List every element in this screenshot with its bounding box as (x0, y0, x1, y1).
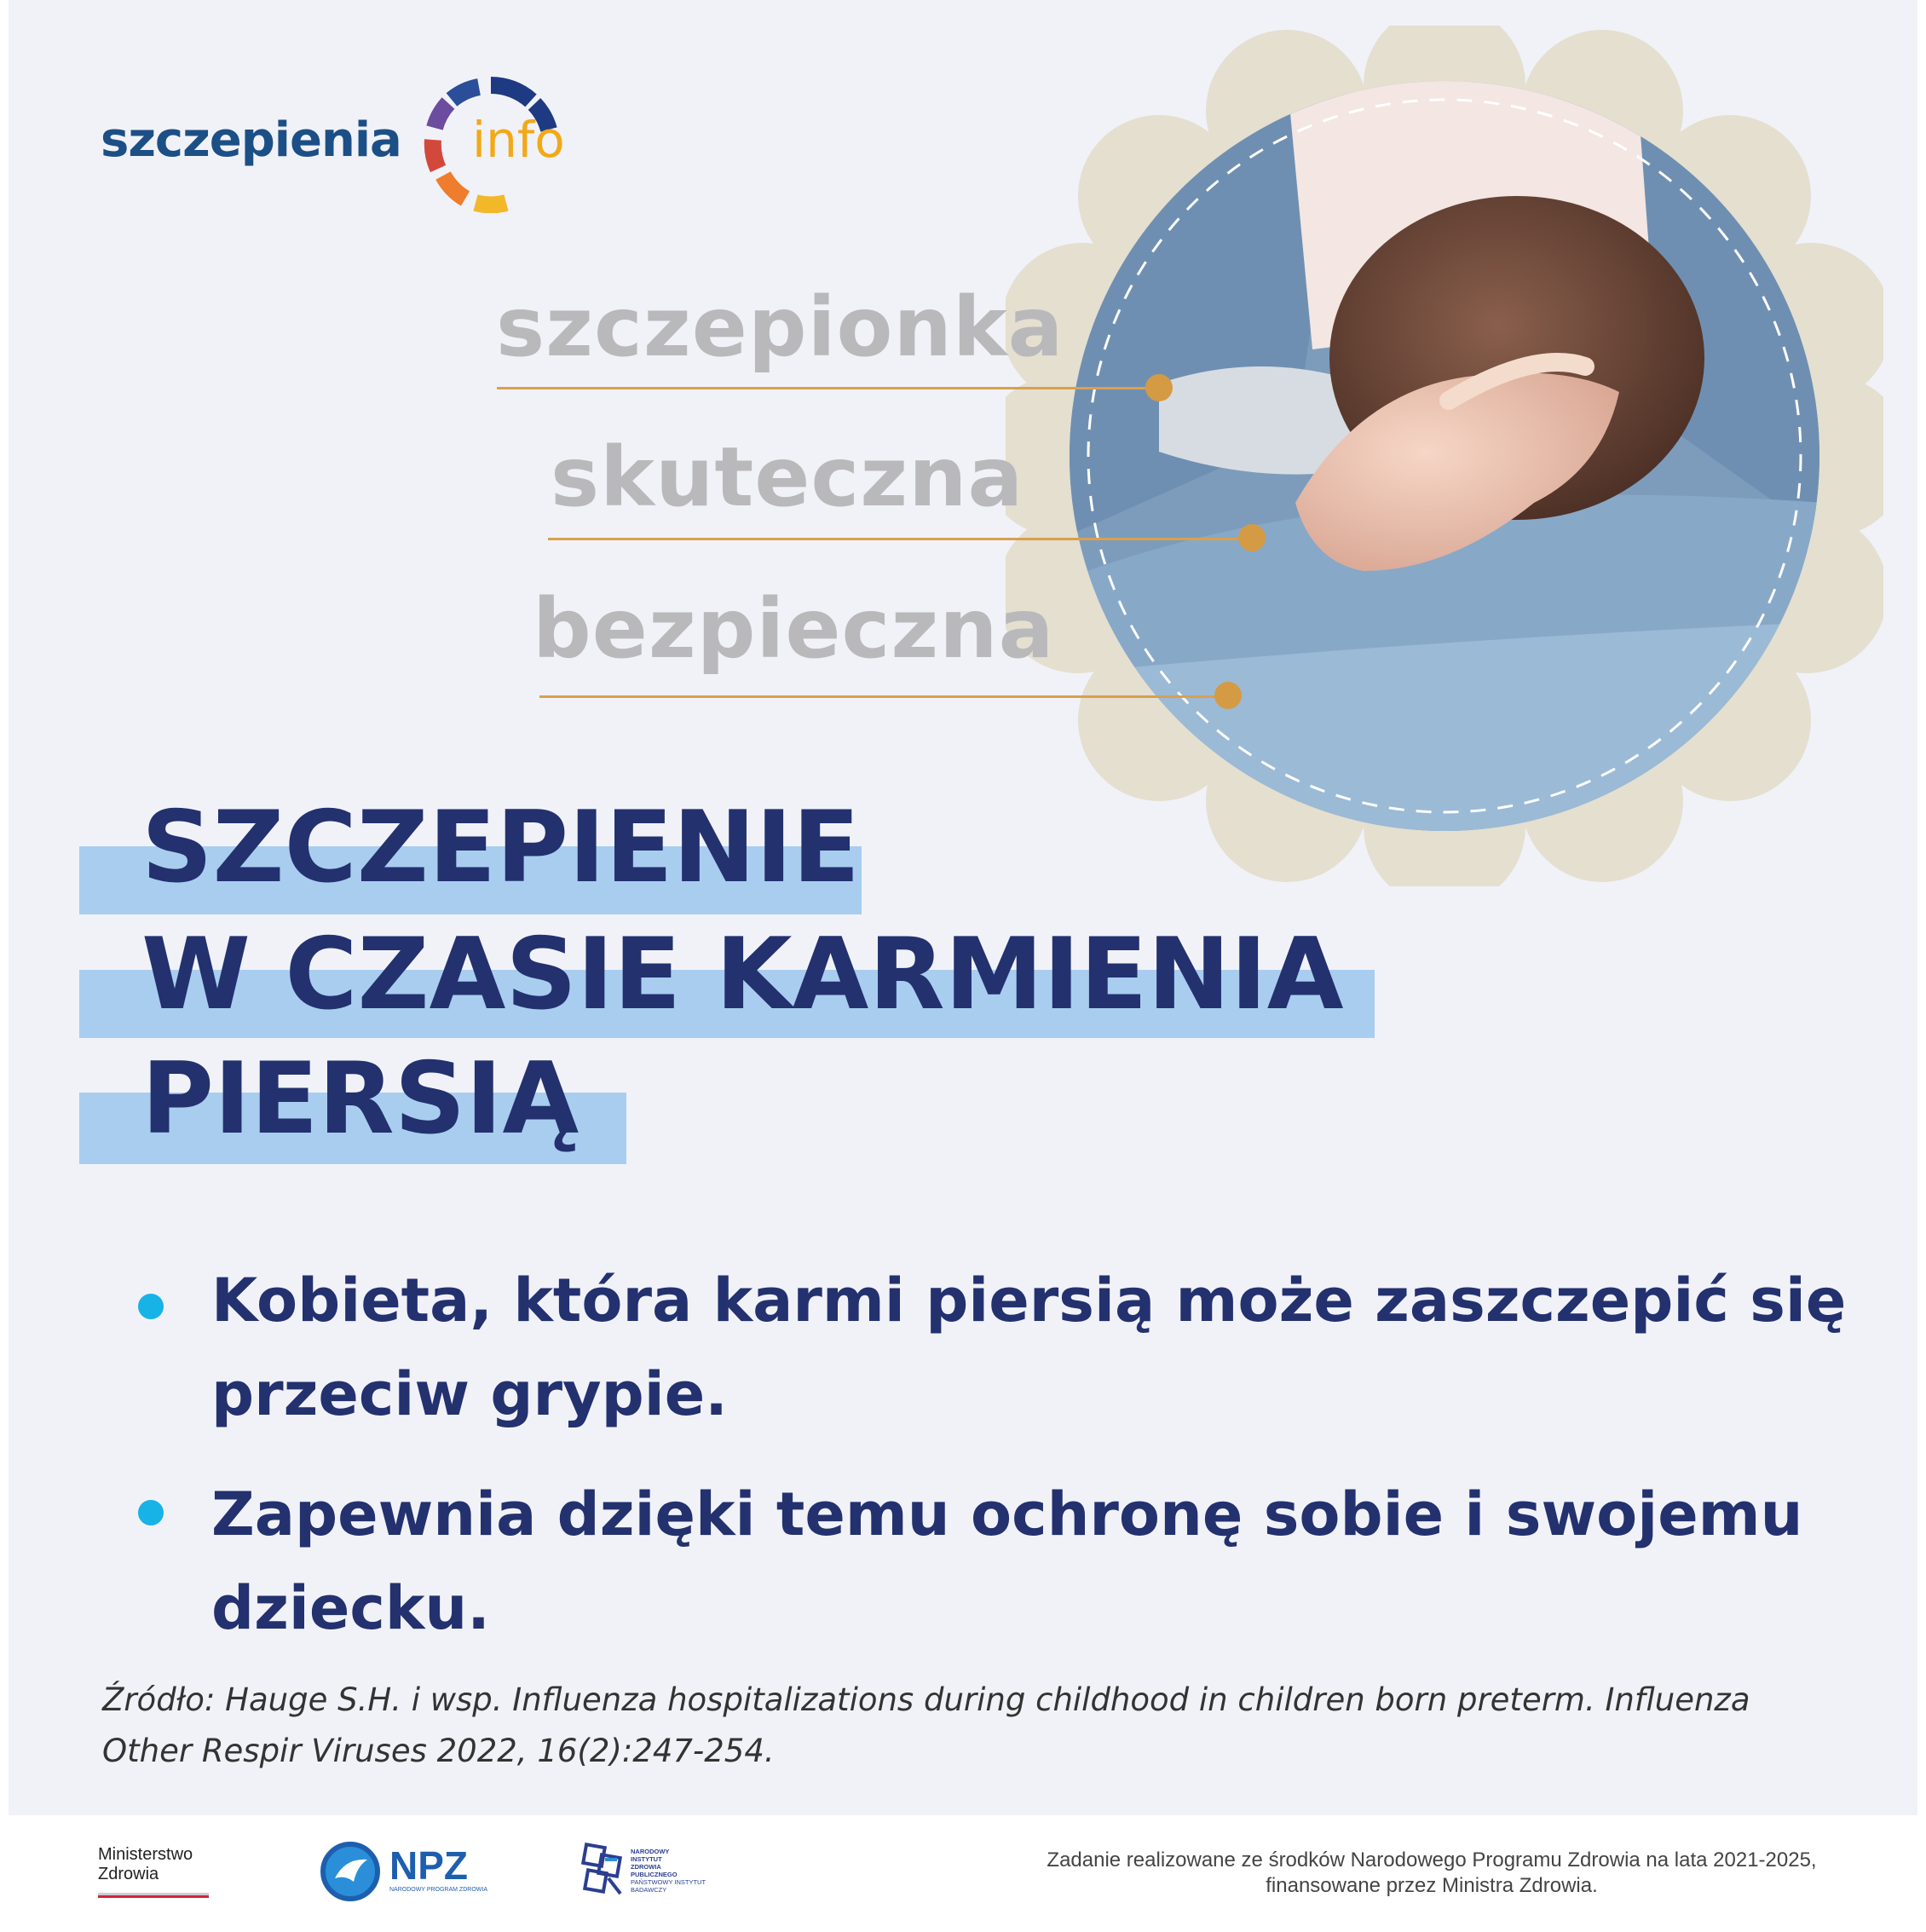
nizp-logo-icon (580, 1841, 627, 1900)
ministry-of-health-logo[interactable] (98, 1845, 213, 1913)
photo-badge (1006, 26, 1883, 886)
headline-line-2: W CZASIE KARMIENIA (141, 917, 1344, 1032)
logo-word: szczepienia (101, 112, 401, 168)
nizp-line-1: NARODOWY (631, 1848, 670, 1855)
npz-wordmark: NPZ (389, 1843, 468, 1888)
attribute-bezpieczna: bezpieczna (533, 581, 1055, 677)
attribute-szczepionka: szczepionka (496, 280, 1064, 375)
attribute-dot-1 (1145, 374, 1173, 401)
headline-line-3: PIERSIĄ (141, 1041, 580, 1156)
bullet-text-2: Zapewnia dzięki temu ochronę sobie i swojemu dziecku. (211, 1479, 1803, 1643)
bullet-dot-1 (138, 1294, 164, 1319)
headline-line-1: SZCZEPIENIE (141, 790, 861, 905)
nizp-line-6: BADAWCZY (631, 1886, 667, 1894)
bullet-text-1: Kobieta, która karmi piersią może zaszczepić się przeciw grypie. (211, 1266, 1847, 1429)
nizp-wordmark (631, 1848, 706, 1894)
attribute-skuteczna: skuteczna (551, 430, 1024, 525)
funding-note: Zadanie realizowane ze środków Narodowego Programu Zdrowia na lata 2021-2025, finansowane przez Ministra Zdrowia. (1047, 1848, 1817, 1897)
attribute-dot-3 (1214, 682, 1242, 709)
bullet-dot-2 (138, 1500, 164, 1525)
szczepienia-info-logo[interactable] (101, 77, 586, 213)
nizp-line-3: ZDROWIA (631, 1863, 661, 1871)
source-citation: Źródło: Hauge S.H. i wsp. Influenza hospitalizations during childhood in children born preterm. Influenza Other Respir Viruses 2022, 16(2):247-254. (102, 1681, 1750, 1769)
attribute-line-3 (539, 695, 1228, 698)
nizp-line-4: PUBLICZNEGO (631, 1871, 678, 1878)
logo-info: info (472, 111, 565, 169)
attribute-dot-2 (1238, 524, 1266, 551)
npz-subtitle: NARODOWY PROGRAM ZDROWIA (389, 1887, 487, 1893)
nizp-line-2: INSTYTUT (631, 1855, 662, 1863)
attribute-line-1 (497, 387, 1158, 389)
ministry-line-1: Ministerstwo (98, 1845, 193, 1864)
poland-flag-stripe (98, 1893, 209, 1898)
attribute-line-2 (548, 538, 1254, 540)
nizp-line-5: PAŃSTWOWY INSTYTUT (631, 1878, 706, 1886)
ministry-line-2: Zdrowia (98, 1865, 159, 1883)
nizp-logo[interactable] (580, 1841, 707, 1905)
npz-logo[interactable] (320, 1841, 490, 1905)
npz-logo-icon (320, 1841, 381, 1902)
